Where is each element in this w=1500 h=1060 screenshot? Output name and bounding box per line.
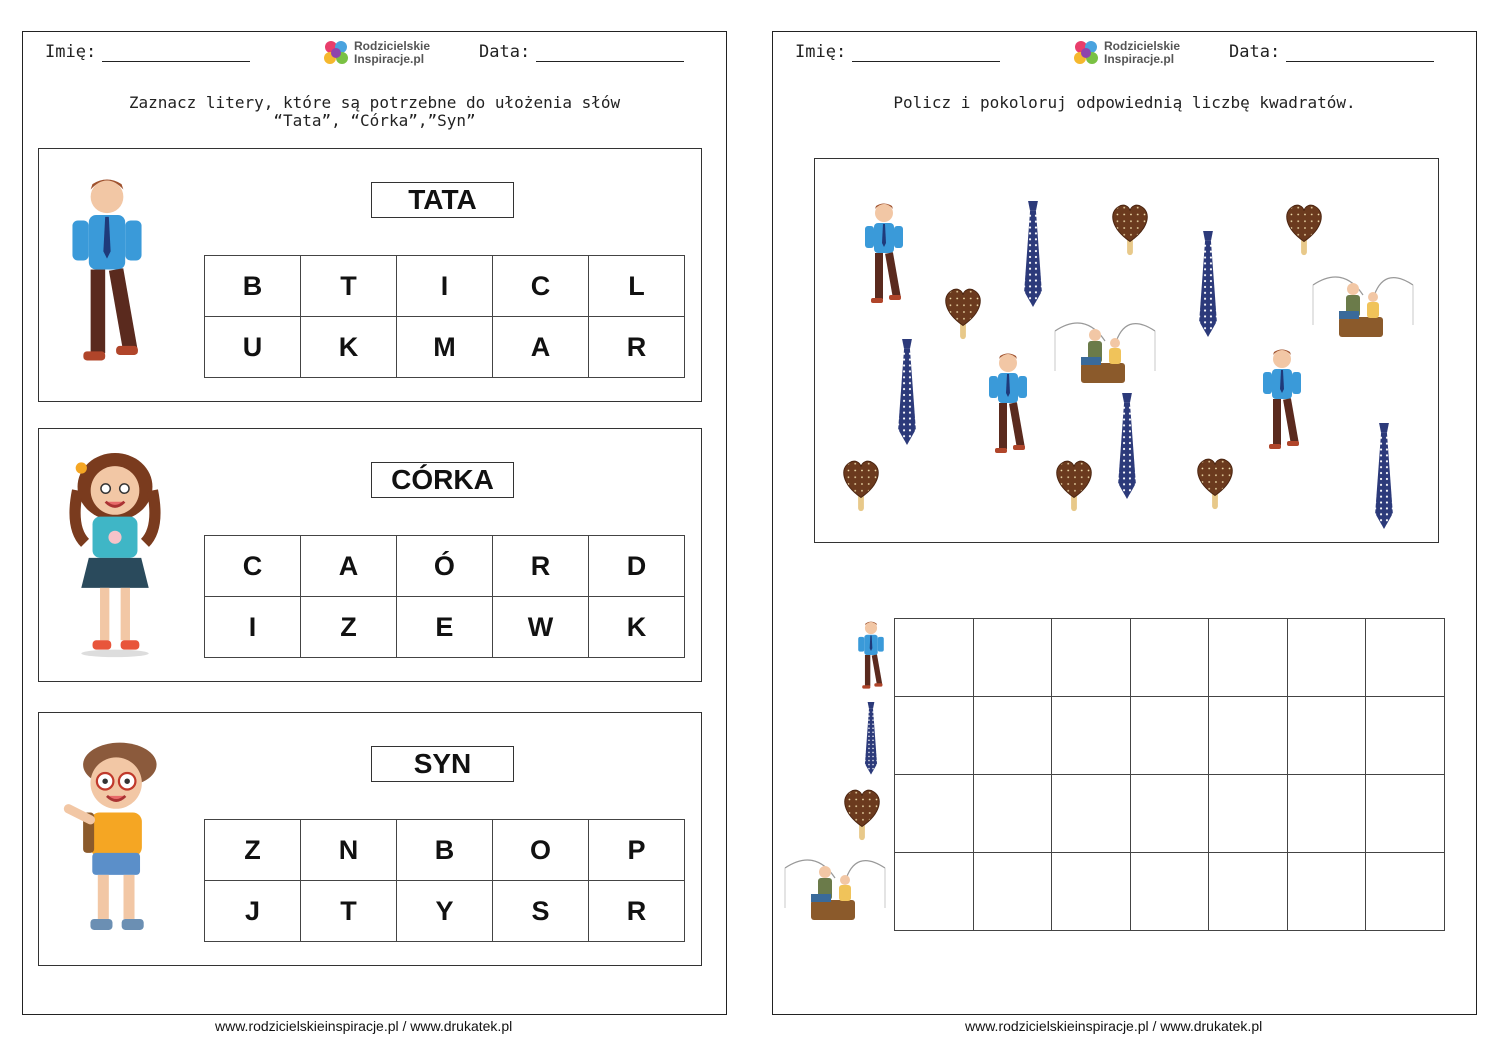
- right-worksheet: [772, 31, 1477, 1015]
- footer-left: www.rodzicielskieinspiracje.pl / www.drukatek.pl: [215, 1018, 513, 1034]
- word-card-tata: [38, 148, 702, 402]
- daughter-illustration: [55, 453, 175, 659]
- letter-cell[interactable]: T: [300, 256, 396, 317]
- heart-ice-cream-icon: [839, 455, 883, 513]
- letter-cell[interactable]: B: [205, 256, 301, 317]
- instruction: Policz i pokoloruj odpowiednią liczbę kwadratów.: [893, 93, 1356, 112]
- name-label: Imię:: [45, 42, 97, 62]
- boy-icon: [983, 351, 1033, 461]
- letter-cell[interactable]: M: [396, 317, 492, 378]
- date-line[interactable]: [536, 43, 684, 62]
- father-illustration: [57, 175, 157, 375]
- letter-cell[interactable]: Y: [396, 881, 492, 942]
- word-card-corka: [38, 428, 702, 682]
- name-line[interactable]: [852, 43, 1000, 62]
- date-field[interactable]: [1229, 42, 1434, 62]
- letter-cell[interactable]: R: [492, 536, 588, 597]
- letter-cell[interactable]: P: [588, 820, 684, 881]
- heart-ice-cream-icon: [1193, 453, 1237, 511]
- color-square[interactable]: [1130, 697, 1209, 775]
- letter-cell[interactable]: I: [396, 256, 492, 317]
- logo-icon: [321, 38, 351, 68]
- left-worksheet: [22, 31, 727, 1015]
- color-square[interactable]: [1052, 853, 1131, 931]
- boy-icon: [1257, 347, 1307, 457]
- tie-icon: [859, 702, 883, 776]
- color-square[interactable]: [1052, 775, 1131, 853]
- letter-cell[interactable]: O: [492, 820, 588, 881]
- color-square[interactable]: [1209, 775, 1288, 853]
- word-card-syn: [38, 712, 702, 966]
- footer-right: www.rodzicielskieinspiracje.pl / www.drukatek.pl: [965, 1018, 1263, 1034]
- letter-cell[interactable]: T: [300, 881, 396, 942]
- color-square[interactable]: [1287, 619, 1366, 697]
- fishing-family-icon: [775, 848, 895, 928]
- color-square[interactable]: [1366, 697, 1445, 775]
- letter-cell[interactable]: D: [588, 536, 684, 597]
- heart-ice-cream-icon: [941, 283, 985, 341]
- color-square[interactable]: [895, 775, 974, 853]
- color-square[interactable]: [1130, 853, 1209, 931]
- color-square[interactable]: [1287, 853, 1366, 931]
- tie-icon: [1371, 423, 1397, 531]
- heart-ice-cream-icon: [1108, 199, 1152, 257]
- color-square[interactable]: [1366, 775, 1445, 853]
- color-square[interactable]: [1287, 697, 1366, 775]
- letter-cell[interactable]: N: [300, 820, 396, 881]
- name-label: Imię:: [795, 42, 847, 62]
- color-square[interactable]: [1209, 853, 1288, 931]
- letter-cell[interactable]: U: [205, 317, 301, 378]
- instruction: Zaznacz litery, które są potrzebne do ułożenia słów “Tata”, “Córka”,”Syn”: [128, 93, 621, 130]
- boy-icon: [859, 201, 909, 311]
- color-square[interactable]: [1130, 775, 1209, 853]
- letter-cell[interactable]: Ó: [396, 536, 492, 597]
- logo: [321, 38, 430, 68]
- color-square[interactable]: [895, 853, 974, 931]
- color-square[interactable]: [895, 697, 974, 775]
- tie-icon: [1114, 393, 1140, 501]
- son-illustration: [55, 739, 181, 941]
- letter-cell[interactable]: Z: [300, 597, 396, 658]
- color-square[interactable]: [1287, 775, 1366, 853]
- date-field[interactable]: [479, 42, 684, 62]
- letter-cell[interactable]: W: [492, 597, 588, 658]
- color-square[interactable]: [1366, 619, 1445, 697]
- color-square[interactable]: [1209, 697, 1288, 775]
- letter-cell[interactable]: K: [300, 317, 396, 378]
- name-line[interactable]: [102, 43, 250, 62]
- color-square[interactable]: [973, 853, 1052, 931]
- heart-ice-cream-icon: [1282, 199, 1326, 257]
- logo-text: Rodzicielskie Inspiracje.pl: [354, 39, 431, 66]
- letter-grid: [204, 255, 685, 378]
- logo-text: Rodzicielskie Inspiracje.pl: [1104, 39, 1181, 66]
- tie-icon: [1195, 231, 1221, 339]
- letter-cell[interactable]: C: [205, 536, 301, 597]
- letter-cell[interactable]: S: [492, 881, 588, 942]
- date-label: Data:: [479, 42, 531, 62]
- word-label: CÓRKA: [371, 462, 514, 498]
- word-label: SYN: [371, 746, 514, 782]
- logo: [1071, 38, 1180, 68]
- letter-cell[interactable]: R: [588, 881, 684, 942]
- heart-ice-cream-icon: [840, 784, 884, 842]
- logo-icon: [1071, 38, 1101, 68]
- letter-cell[interactable]: Z: [205, 820, 301, 881]
- tie-icon: [1020, 201, 1046, 309]
- color-square[interactable]: [1366, 853, 1445, 931]
- color-square[interactable]: [1130, 619, 1209, 697]
- letter-cell[interactable]: C: [493, 256, 589, 317]
- letter-cell[interactable]: K: [588, 597, 684, 658]
- date-label: Data:: [1229, 42, 1281, 62]
- word-label: TATA: [371, 182, 514, 218]
- color-square[interactable]: [895, 619, 974, 697]
- letter-cell[interactable]: B: [396, 820, 492, 881]
- fishing-family-icon: [1303, 265, 1423, 345]
- letter-cell[interactable]: J: [205, 881, 301, 942]
- letter-grid: [204, 819, 685, 942]
- letter-cell[interactable]: E: [396, 597, 492, 658]
- color-square[interactable]: [1209, 619, 1288, 697]
- letter-cell[interactable]: I: [205, 597, 301, 658]
- boy-icon: [853, 620, 889, 694]
- letter-grid: [204, 535, 685, 658]
- color-square[interactable]: [973, 775, 1052, 853]
- color-square[interactable]: [973, 619, 1052, 697]
- name-field[interactable]: [795, 42, 1000, 62]
- letter-cell[interactable]: A: [300, 536, 396, 597]
- counting-grid: [894, 618, 1445, 931]
- color-square[interactable]: [1052, 697, 1131, 775]
- color-square[interactable]: [973, 697, 1052, 775]
- counting-scene: [814, 158, 1439, 543]
- heart-ice-cream-icon: [1052, 455, 1096, 513]
- date-line[interactable]: [1286, 43, 1434, 62]
- letter-cell[interactable]: A: [493, 317, 589, 378]
- name-field[interactable]: [45, 42, 250, 62]
- tie-icon: [894, 339, 920, 447]
- letter-cell[interactable]: L: [588, 256, 684, 317]
- letter-cell[interactable]: R: [588, 317, 684, 378]
- fishing-family-icon: [1045, 311, 1165, 391]
- color-square[interactable]: [1052, 619, 1131, 697]
